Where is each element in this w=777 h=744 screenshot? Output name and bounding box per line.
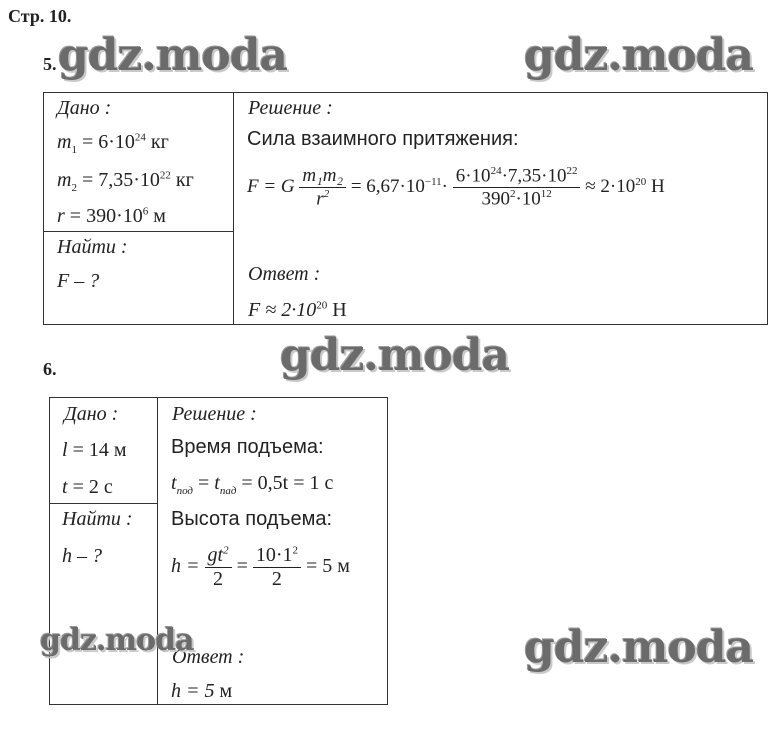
problem-6-divider-v	[157, 397, 158, 705]
p5-given-label: Дано :	[57, 97, 112, 119]
p5-given-m1: $m_1 = 6\cdot 10^{24}$ кг	[57, 131, 169, 156]
p5-solution-label: Решение :	[248, 97, 333, 119]
p5-answer-value: $F \approx 2\cdot 10^{20}$ Н	[248, 299, 347, 321]
p5-formula: F = G $\frac{\text{m₁m₂}}{r^2}$ = $6,67\cdot 10^{-11}\cdot$ $\frac{6\cdot 10^{24}\cdot 7,35\cdot 10^{22}}{390^2\cdot 10^{12}}$ ≈ $2\cdot 10^{20}$ Н	[247, 165, 665, 210]
watermark-2: gdz.moda	[524, 30, 754, 81]
problem-5-number: 5.	[43, 54, 57, 74]
p5-solution-text: Сила взаимного притяжения:	[247, 128, 519, 150]
p6-answer-value: h = 5 м	[171, 680, 233, 702]
p5-frac-2: $\frac{6\cdot 10^{24}\cdot 7,35\cdot 10^{22}}{390^2\cdot 10^{12}}$	[453, 165, 581, 211]
p6-given-t: t = 2 с	[62, 476, 113, 498]
watermark-1: gdz.moda	[58, 30, 288, 81]
p5-find-value: F – ?	[57, 270, 100, 292]
p6-find-value: h – ?	[62, 545, 102, 567]
p5-given-r: $r = 390\cdot 10^6$ м	[57, 205, 166, 227]
page-title: Стр. 10.	[8, 6, 72, 26]
p6-time-formula: $t_{под} = t_{пад} = 0,5t = 1$ с	[171, 472, 334, 497]
p6-given-label: Дано :	[64, 403, 119, 425]
problem-6-number: 6.	[43, 359, 57, 379]
p6-frac-2: $\frac{10\cdot 1^2}{2}$	[253, 544, 301, 591]
p5-find-label: Найти :	[57, 236, 128, 258]
watermark-4: gdz.moda	[40, 623, 194, 658]
p5-given-m2: $m_2 = 7,35\cdot 10^{22}$ кг	[57, 169, 194, 194]
watermark-3: gdz.moda	[280, 330, 510, 381]
p6-rise-time-text: Время подъема:	[171, 436, 324, 458]
p5-answer-label: Ответ :	[248, 263, 321, 285]
problem-6-divider-h	[49, 503, 158, 504]
p6-answer-label: Ответ :	[172, 646, 245, 668]
problem-5-divider-v	[233, 92, 234, 325]
p6-height-formula: h = $\frac{gt^2}{2}$ = $\frac{10\cdot 1^2}{2}$ = 5 м	[171, 544, 350, 590]
watermark-5: gdz.moda	[524, 622, 754, 673]
p6-solution-label: Решение :	[172, 403, 257, 425]
p6-given-l: l = 14 м	[62, 439, 127, 461]
p5-frac-1: $\frac{\text{m₁m₂}}{r^2}$	[299, 165, 346, 210]
problem-5-divider-h	[43, 231, 234, 232]
p6-frac-1: $\frac{gt^2}{2}$	[205, 544, 232, 591]
p6-find-label: Найти :	[62, 508, 133, 530]
p6-height-text: Высота подъема:	[171, 508, 333, 530]
